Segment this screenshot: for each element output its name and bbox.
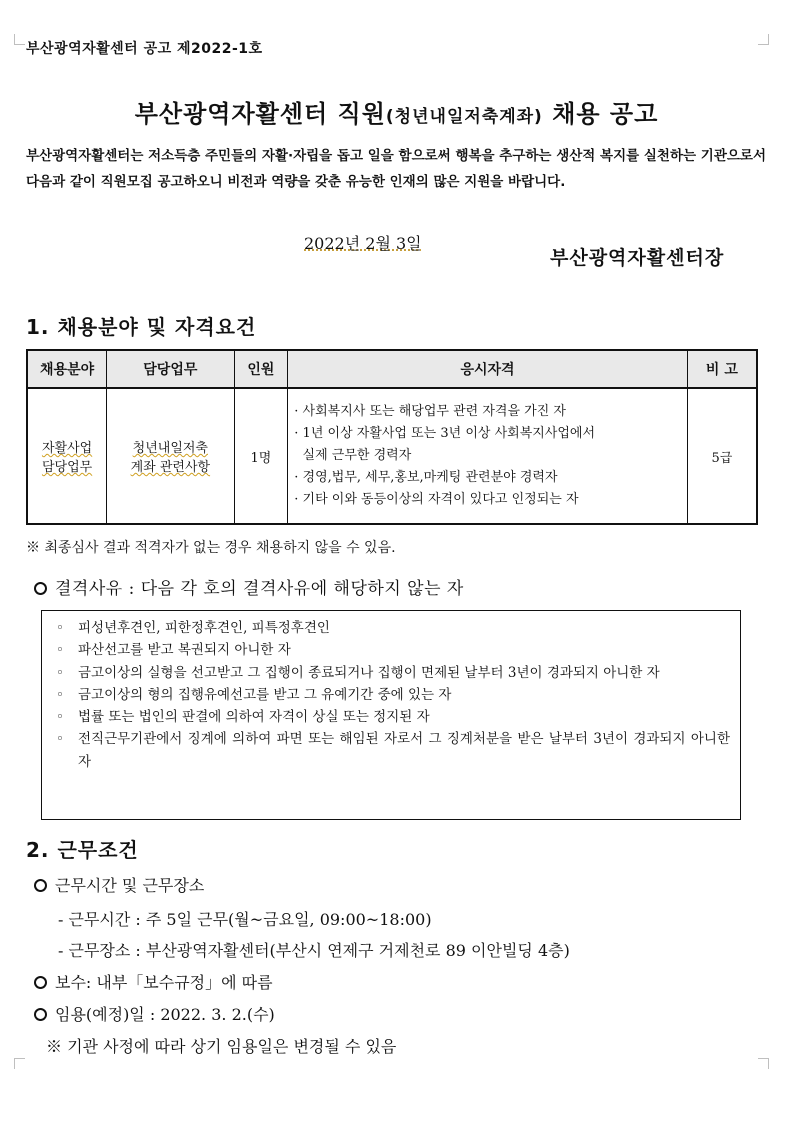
work-hours-place-heading xyxy=(34,873,204,896)
circle-bullet-icon xyxy=(34,976,47,989)
page-corner-mark xyxy=(14,1058,25,1069)
header-qualification: 응시자격 xyxy=(288,350,688,388)
page-title xyxy=(0,94,793,129)
table-header-row xyxy=(27,350,757,388)
field-line: 담당업무 xyxy=(41,460,93,475)
field-line: 자활사업 xyxy=(41,441,93,456)
qualification-item: · 1년 이상 자활사업 또는 3년 이상 사회복지사업에서 xyxy=(294,426,596,441)
list-item: ◦ 금고이상의 형의 집행유예선고를 받고 그 유예기간 중에 있는 자 xyxy=(56,684,730,706)
qualification-item: · 기타 이와 동등이상의 자격이 있다고 인정되는 자 xyxy=(294,492,579,507)
cell-field xyxy=(27,388,107,524)
disqualification-heading xyxy=(34,574,464,599)
notice-number: 부산광역자활센터 공고 제2022-1호 xyxy=(26,41,263,57)
list-item: ◦ 금고이상의 실형을 선고받고 그 집행이 종료되거나 집행이 면제된 날부터 3년이 경과되지 아니한 자 xyxy=(56,662,730,684)
section1-title: 1. 채용분야 및 자격요건 xyxy=(26,315,257,339)
list-item: ◦ 법률 또는 법인의 판결에 의하여 자격이 상실 또는 정지된 자 xyxy=(56,706,730,728)
cell-qualifications xyxy=(288,388,688,524)
title-main: 부산광역자활센터 직원 xyxy=(134,100,386,128)
header-count: 인원 xyxy=(234,350,288,388)
circle-bullet-icon xyxy=(34,582,47,595)
disqualification-box xyxy=(41,610,741,820)
work-hours: - 근무시간 : 주 5일 근무(월~금요일, 09:00~18:00) xyxy=(58,910,432,929)
cell-duty xyxy=(107,388,234,524)
table-footnote: ※ 최종심사 결과 적격자가 없는 경우 채용하지 않을 수 있음. xyxy=(26,540,396,556)
list-item: ◦ 파산선고를 받고 복권되지 아니한 자 xyxy=(56,639,730,661)
signer: 부산광역자활센터장 xyxy=(550,247,725,269)
page-corner-mark xyxy=(758,1058,769,1069)
list-item: ◦ 피성년후견인, 피한정후견인, 피특정후견인 xyxy=(56,617,730,639)
page-corner-mark xyxy=(14,34,25,45)
work-hours-place-heading-text: 근무시간 및 근무장소 xyxy=(55,876,205,895)
qualification-item: 실제 근무한 경력자 xyxy=(294,448,412,463)
page-corner-mark xyxy=(758,34,769,45)
notice-date: 2022년 2월 3일 xyxy=(304,234,422,253)
start-date-note: ※ 기관 사정에 따라 상기 임용일은 변경될 수 있음 xyxy=(46,1037,397,1056)
table-row xyxy=(27,388,757,524)
circle-bullet-icon xyxy=(34,879,47,892)
header-duty: 담당업무 xyxy=(107,350,234,388)
header-note: 비 고 xyxy=(687,350,757,388)
requirements-table xyxy=(26,349,758,525)
title-tail: 채용 공고 xyxy=(552,100,659,128)
start-date-text: 임용(예정)일 : 2022. 3. 2.(수) xyxy=(55,1005,275,1024)
duty-line: 계좌 관련사항 xyxy=(130,460,211,475)
qualification-item: · 경영,법무, 세무,홍보,마케팅 관련분야 경력자 xyxy=(294,470,558,485)
start-date xyxy=(34,1002,275,1025)
cell-count: 1명 xyxy=(234,388,288,524)
work-place: - 근무장소 : 부산광역자활센터(부산시 연제구 거제천로 89 이안빌딩 4층) xyxy=(58,941,570,960)
disqualification-heading-text: 결격사유 : 다음 각 호의 결격사유에 해당하지 않는 자 xyxy=(55,579,464,599)
title-paren: (청년내일저축계좌) xyxy=(385,107,543,127)
pay-text: 보수: 내부「보수규정」에 따름 xyxy=(55,973,273,992)
circle-bullet-icon xyxy=(34,1008,47,1021)
qualification-item: · 사회복지사 또는 해당업무 관련 자격을 가진 자 xyxy=(294,404,566,419)
intro-paragraph: 부산광역자활센터는 저소득층 주민들의 자활·자립을 돕고 일을 함으로써 행복을 추구하는 생산적 복지를 실천하는 기관으로서 다음과 같이 직원모집 공고하오니 비전과 역량을 갖춘 유능한 인재의 많은 지원을 바랍니다. xyxy=(26,148,766,190)
duty-line: 청년내일저축 xyxy=(132,441,208,456)
cell-note: 5급 xyxy=(687,388,757,524)
header-field: 채용분야 xyxy=(27,350,107,388)
list-item: ◦ 전직근무기관에서 징계에 의하여 파면 또는 해임된 자로서 그 징계처분을 받은 날부터 3년이 경과되지 아니한 자 xyxy=(56,728,730,773)
pay xyxy=(34,970,273,993)
section2-title: 2. 근무조건 xyxy=(26,838,139,862)
